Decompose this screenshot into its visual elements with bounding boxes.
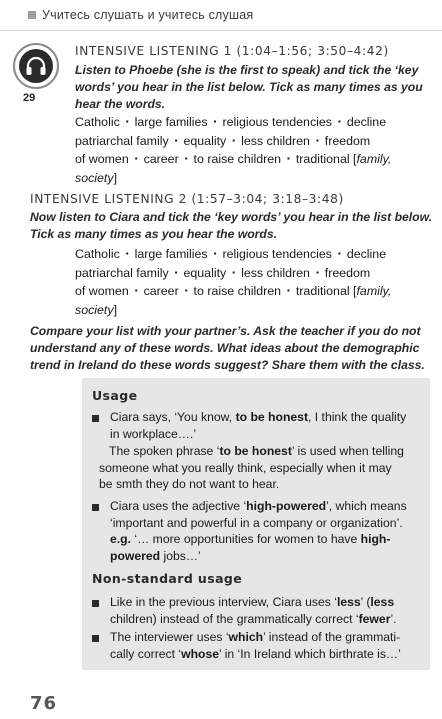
separator-icon: ▪ bbox=[315, 267, 319, 277]
separator-icon: ▪ bbox=[174, 267, 178, 277]
separator-icon: ▪ bbox=[134, 286, 138, 295]
word-item: traditional bbox=[295, 284, 350, 298]
separator-icon: ▪ bbox=[287, 154, 290, 163]
word-item: traditional bbox=[295, 152, 350, 166]
separator-icon: ▪ bbox=[184, 286, 188, 295]
bold-phrase: to be honest bbox=[219, 444, 292, 458]
word-item: equality bbox=[183, 133, 227, 148]
text-line: someone what you really think, especially when it may bbox=[99, 460, 392, 475]
separator-icon: ▪ bbox=[287, 286, 290, 295]
nonstandard-bullet-1 bbox=[110, 594, 397, 627]
nonstandard-heading: Non-standard usage bbox=[92, 571, 243, 586]
bold-phrase: powered bbox=[110, 548, 161, 563]
bullet-square-icon bbox=[92, 504, 99, 511]
instr-line: Listen to Phoebe (she is the first to speak) and tick the ‘key bbox=[75, 63, 419, 77]
text-line: ‘important and powerful in a company or organization’. bbox=[110, 515, 403, 530]
word-item: large families bbox=[134, 247, 208, 261]
word-item: of women bbox=[75, 284, 129, 298]
text-span: ’ ( bbox=[360, 595, 371, 609]
word-item: of women bbox=[75, 152, 129, 166]
word-item: career bbox=[143, 284, 179, 298]
word-item: decline bbox=[346, 247, 387, 261]
headphones-icon[interactable] bbox=[13, 43, 59, 89]
word-item-italic: society bbox=[75, 170, 114, 185]
text-span: ’ is used when telling bbox=[291, 444, 404, 458]
word-item: less children bbox=[241, 133, 310, 148]
separator-icon: ▪ bbox=[315, 135, 319, 145]
bold-phrase: less bbox=[370, 595, 395, 609]
word-item: patriarchal family bbox=[75, 133, 169, 148]
word-item: religious tendencies bbox=[222, 247, 332, 261]
text-span: The interviewer uses ‘ bbox=[110, 630, 229, 644]
section1-title: INTENSIVE LISTENING 1 (1:04–1:56; 3:50–4:42) bbox=[75, 44, 389, 58]
bold-phrase: to be honest bbox=[235, 410, 309, 424]
word-item-italic: family, bbox=[356, 152, 392, 166]
instr-line: Now listen to Ciara and tick the ‘key words’ you hear in the list below. bbox=[30, 210, 433, 224]
text-span: ‘… more opportunities for women to have bbox=[131, 532, 361, 546]
section2-title: INTENSIVE LISTENING 2 (1:57–3:04; 3:18–3:48) bbox=[30, 192, 344, 206]
usage-bullet-2 bbox=[110, 498, 407, 564]
text-span: children) instead of the grammatically correct ‘ bbox=[110, 611, 359, 626]
text-span: , I think the quality bbox=[308, 410, 407, 424]
text-span: ’. bbox=[390, 611, 397, 626]
separator-icon: ▪ bbox=[232, 135, 236, 145]
bold-phrase: fewer bbox=[358, 611, 391, 626]
bullet-square-icon bbox=[92, 415, 99, 422]
separator-icon: ▪ bbox=[184, 154, 188, 163]
usage-heading: Usage bbox=[92, 388, 138, 403]
text-span: ’ instead of the grammati- bbox=[263, 630, 401, 644]
word-item: Catholic bbox=[75, 247, 120, 261]
instr-line: hear the words. bbox=[75, 97, 166, 111]
word-item-italic: society bbox=[75, 302, 114, 317]
word-item: freedom bbox=[324, 265, 371, 280]
word-item: large families bbox=[134, 115, 208, 129]
word-list-1: Catholic ▪ large families ▪ religious tendencies ▪ decline patriarchal family ▪ equality ▪ less children ▪ freedom of women ▪ career ▪ to raise children ▪ traditional [family, society] bbox=[75, 115, 392, 185]
word-item: religious tendencies bbox=[222, 115, 332, 129]
separator-icon: ▪ bbox=[125, 117, 129, 126]
separator-icon: ▪ bbox=[174, 135, 178, 145]
text-span: cally correct ‘ bbox=[110, 646, 182, 661]
usage-box bbox=[82, 378, 430, 670]
word-item: equality bbox=[183, 265, 227, 280]
usage-explanation-1-cont bbox=[99, 460, 392, 493]
bold-phrase: high- bbox=[360, 532, 391, 546]
nonstandard-bullet-2 bbox=[110, 629, 401, 662]
section2-instructions bbox=[30, 209, 432, 243]
separator-icon: ▪ bbox=[232, 267, 236, 277]
text-line: in workplace….’ bbox=[110, 426, 197, 441]
word-item: less children bbox=[241, 265, 310, 280]
separator-icon: ▪ bbox=[125, 249, 129, 258]
word-item: career bbox=[143, 152, 179, 166]
separator-icon: ▪ bbox=[213, 249, 217, 258]
header-square-icon bbox=[28, 11, 36, 19]
running-header-text: Учитесь слушать и учитесь слушая bbox=[42, 8, 254, 22]
word-item: decline bbox=[346, 115, 387, 129]
text-span: Like in the previous interview, Ciara uses ‘ bbox=[110, 595, 337, 609]
bullet-square-icon bbox=[92, 600, 99, 607]
text-line: be smth they do not want to hear. bbox=[99, 477, 280, 491]
word-item: freedom bbox=[324, 133, 371, 148]
bold-phrase: which bbox=[228, 630, 264, 644]
text-span: Ciara says, ‘You know, bbox=[110, 410, 236, 424]
text-span: The spoken phrase ‘ bbox=[109, 444, 220, 458]
word-item: to raise children bbox=[193, 152, 282, 166]
word-list-2: Catholic ▪ large families ▪ religious tendencies ▪ decline patriarchal family ▪ equality ▪ less children ▪ freedom of women ▪ career ▪ to raise children ▪ traditional [family, society] bbox=[75, 247, 392, 317]
separator-icon: ▪ bbox=[134, 154, 138, 163]
instr-line: Tick as many times as you hear the words. bbox=[30, 227, 278, 241]
bold-phrase: whose bbox=[181, 646, 220, 661]
text-span: ’ in ‘In Ireland which birthrate is…’ bbox=[219, 646, 401, 661]
compare-instructions bbox=[30, 323, 425, 374]
instr-line: Compare your list with your partner’s. Ask the teacher if you do not bbox=[30, 324, 421, 338]
audio-track-number: 29 bbox=[23, 92, 36, 104]
text-span: jobs…’ bbox=[160, 548, 201, 563]
separator-icon: ▪ bbox=[337, 249, 341, 258]
bold-phrase: less bbox=[336, 595, 361, 609]
word-item: patriarchal family bbox=[75, 265, 169, 280]
separator-icon: ▪ bbox=[213, 117, 217, 126]
word-item: Catholic bbox=[75, 115, 120, 129]
instr-line: trend in Ireland do these words suggest? Share them with the class. bbox=[30, 358, 425, 372]
usage-explanation-1 bbox=[109, 443, 404, 460]
bold-phrase: e.g. bbox=[110, 532, 131, 546]
word-item: to raise children bbox=[193, 284, 282, 298]
usage-bullet-1 bbox=[110, 409, 406, 442]
instr-line: words’ you hear in the list below. Tick as many times as you bbox=[75, 80, 423, 94]
running-header bbox=[0, 0, 442, 31]
bold-phrase: high-powered bbox=[246, 499, 327, 513]
section1-instructions bbox=[75, 62, 423, 113]
text-span: ’, which means bbox=[326, 499, 407, 513]
separator-icon: ▪ bbox=[337, 117, 341, 126]
page-number: 76 bbox=[30, 693, 58, 714]
bullet-square-icon bbox=[92, 635, 99, 642]
word-item-italic: family, bbox=[356, 284, 392, 298]
instr-line: understand any of these words. What ideas about the demographic bbox=[30, 341, 420, 355]
text-span: Ciara uses the adjective ‘ bbox=[110, 499, 247, 513]
